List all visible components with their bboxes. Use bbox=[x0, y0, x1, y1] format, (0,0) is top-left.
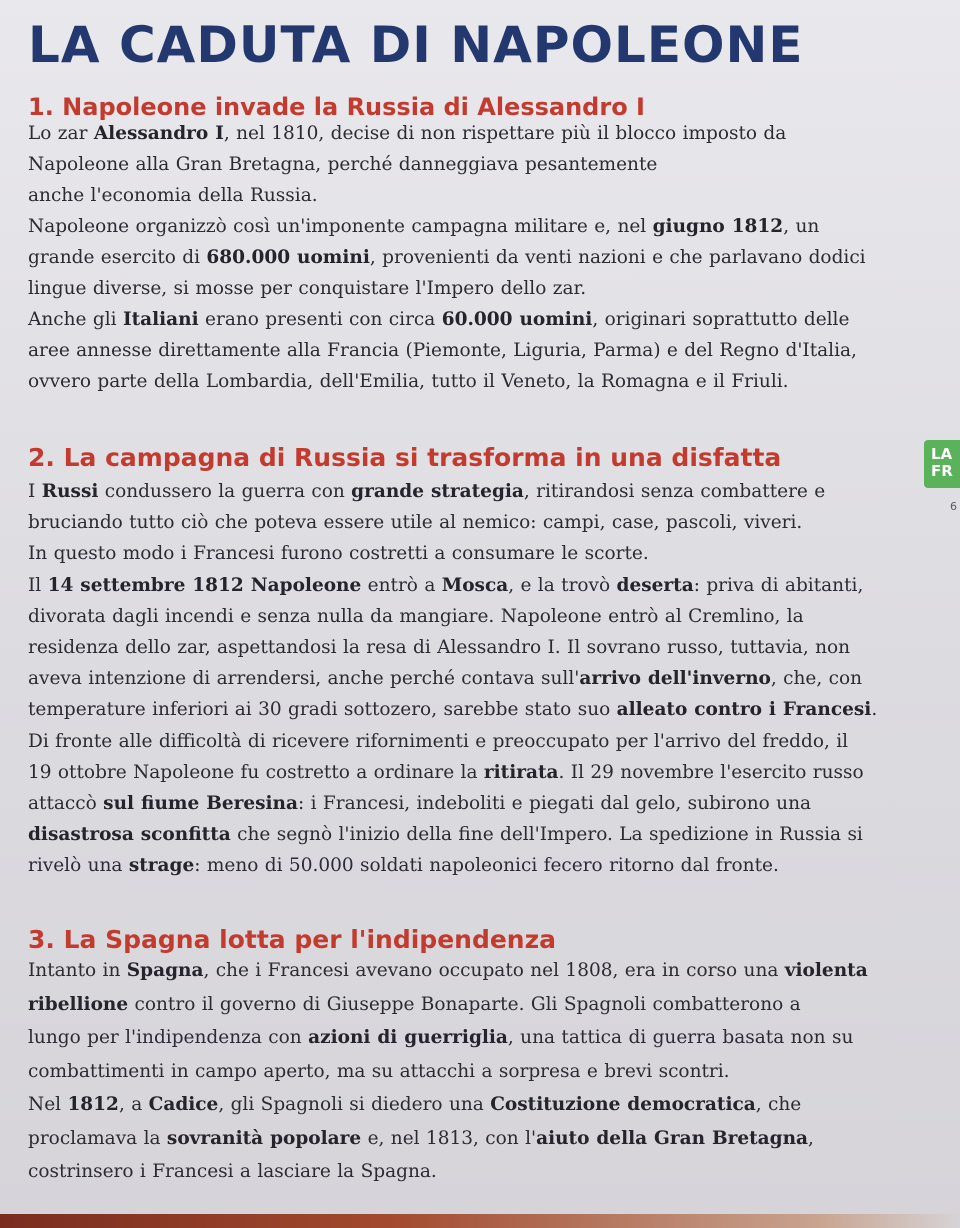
bold-text-run: Alessandro I bbox=[93, 123, 224, 144]
side-tab-line-1: LA bbox=[931, 445, 953, 463]
text-run: aveva intenzione di arrendersi, anche perché contava sull' bbox=[28, 668, 580, 690]
text-line bbox=[28, 1155, 928, 1189]
bold-text-run: Costituzione democratica bbox=[490, 1094, 756, 1115]
text-run: contro il governo di Giuseppe Bonaparte. Gli Spagnoli combatterono a bbox=[128, 993, 801, 1015]
text-run: , a bbox=[118, 1094, 149, 1115]
bold-text-run: strage bbox=[128, 855, 195, 877]
text-line bbox=[28, 663, 928, 694]
section-3-text bbox=[28, 954, 928, 1189]
text-run: Il bbox=[28, 574, 48, 596]
text-line bbox=[28, 1122, 928, 1156]
bold-text-run: Spagna bbox=[126, 960, 204, 981]
text-run: combattimenti in campo aperto, ma su attacchi a sorpresa e brevi scontri. bbox=[28, 1060, 730, 1082]
text-run: : priva di abitanti, bbox=[693, 574, 864, 596]
text-line bbox=[28, 149, 928, 180]
text-run: grande esercito di bbox=[28, 247, 207, 268]
text-line bbox=[28, 1055, 928, 1089]
text-line bbox=[28, 366, 928, 397]
text-run: ovvero parte della Lombardia, dell'Emilia, tutto il Veneto, la Romagna e il Friuli. bbox=[28, 371, 789, 392]
text-run: condussero la guerra con bbox=[98, 481, 352, 502]
text-run: : i Francesi, indeboliti e piegati dal gelo, subirono una bbox=[298, 793, 812, 815]
section-3-heading: 3. La Spagna lotta per l'indipendenza bbox=[28, 925, 557, 954]
section-2-text bbox=[28, 476, 928, 882]
text-run: , provenienti da venti nazioni e che parlavano dodici bbox=[369, 247, 866, 268]
text-run: . bbox=[871, 699, 878, 721]
text-line bbox=[28, 242, 928, 273]
side-tab-line-2: FR bbox=[931, 462, 953, 480]
text-line bbox=[28, 335, 928, 366]
text-line bbox=[28, 988, 928, 1022]
bold-text-run: Russi bbox=[41, 481, 99, 502]
text-line bbox=[28, 476, 928, 507]
text-run: , una tattica di guerra basata non su bbox=[507, 1027, 854, 1048]
page-number: 6 bbox=[950, 500, 957, 513]
text-line bbox=[28, 273, 928, 304]
bold-text-run: Mosca bbox=[441, 574, 509, 596]
text-run: divorata dagli incendi e senza nulla da mangiare. Napoleone entrò al Cremlino, la bbox=[28, 605, 804, 627]
bold-text-run: alleato contro i Francesi bbox=[616, 699, 872, 721]
bold-text-run: ritirata bbox=[483, 761, 559, 783]
text-run: , che bbox=[755, 1094, 802, 1115]
section-1-heading: 1. Napoleone invade la Russia di Alessandro I bbox=[28, 93, 645, 121]
text-run: In questo modo i Francesi furono costretti a consumare le scorte. bbox=[28, 543, 649, 565]
text-line bbox=[28, 726, 928, 757]
bold-text-run: Cadice bbox=[148, 1094, 219, 1115]
bold-text-run: 680.000 uomini bbox=[206, 247, 370, 268]
bold-text-run: ribellione bbox=[28, 993, 129, 1015]
section-1-text bbox=[28, 118, 928, 397]
text-run: anche l'economia della Russia. bbox=[28, 185, 318, 206]
text-run: Nel bbox=[28, 1094, 68, 1115]
text-run: , nel 1810, decise di non rispettare più il blocco imposto da bbox=[223, 123, 787, 144]
text-run: I bbox=[28, 481, 42, 502]
text-line bbox=[28, 180, 928, 211]
bold-text-run: azioni di guerriglia bbox=[308, 1027, 508, 1048]
text-run: aree annesse direttamente alla Francia (Piemonte, Liguria, Parma) e del Regno d'Italia, bbox=[28, 340, 857, 361]
text-line bbox=[28, 757, 928, 788]
bold-text-run: deserta bbox=[616, 574, 694, 596]
text-line bbox=[28, 570, 928, 601]
bold-text-run: sul fiume Beresina bbox=[103, 793, 298, 815]
bold-text-run: disastrosa sconfitta bbox=[28, 824, 231, 846]
text-line bbox=[28, 601, 928, 632]
text-run: Intanto in bbox=[28, 960, 127, 981]
text-run: Anche gli bbox=[28, 309, 123, 330]
bold-text-run: arrivo dell'inverno bbox=[579, 668, 771, 690]
text-line bbox=[28, 304, 928, 335]
text-run: , che, con bbox=[770, 668, 863, 690]
text-line bbox=[28, 538, 928, 569]
text-line bbox=[28, 118, 928, 149]
text-run: . Il 29 novembre l'esercito russo bbox=[558, 761, 864, 783]
bottom-image-strip bbox=[0, 1214, 960, 1228]
text-run: Di fronte alle difficoltà di ricevere rifornimenti e preoccupato per l'arrivo del freddo, il bbox=[28, 730, 849, 752]
bold-text-run: 60.000 uomini bbox=[441, 309, 593, 330]
text-run: proclamava la bbox=[28, 1127, 167, 1149]
text-run: Lo zar bbox=[28, 123, 94, 144]
text-line bbox=[28, 1088, 928, 1122]
text-line bbox=[28, 507, 928, 538]
text-line bbox=[28, 632, 928, 663]
text-line bbox=[28, 211, 928, 242]
text-run: costrinsero i Francesi a lasciare la Spagna. bbox=[28, 1161, 437, 1182]
text-run: erano presenti con circa bbox=[198, 309, 442, 330]
text-run: attaccò bbox=[28, 793, 104, 815]
text-run: rivelò una bbox=[28, 855, 129, 877]
text-run: , e la trovò bbox=[508, 574, 617, 596]
text-run: , gli Spagnoli si diedero una bbox=[218, 1094, 491, 1115]
text-line bbox=[28, 788, 928, 819]
text-run: che segnò l'inizio della fine dell'Impero. La spedizione in Russia si bbox=[230, 824, 863, 846]
bold-text-run: grande strategia bbox=[351, 481, 524, 502]
text-run: residenza dello zar, aspettandosi la resa di Alessandro I. Il sovrano russo, tuttavia, non bbox=[28, 637, 851, 659]
bold-text-run: sovranità popolare bbox=[166, 1127, 362, 1149]
side-chapter-tab bbox=[924, 440, 960, 488]
bold-text-run: 14 settembre 1812 Napoleone bbox=[47, 574, 362, 596]
text-run: , bbox=[808, 1127, 814, 1149]
bold-text-run: violenta bbox=[784, 960, 868, 981]
text-run: , ritirandosi senza combattere e bbox=[523, 481, 826, 502]
text-run: , un bbox=[783, 216, 820, 237]
bold-text-run: giugno 1812 bbox=[652, 216, 784, 237]
bold-text-run: aiuto della Gran Bretagna bbox=[536, 1127, 809, 1149]
text-run: , che i Francesi avevano occupato nel 1808, era in corso una bbox=[203, 960, 785, 981]
section-2-heading: 2. La campagna di Russia si trasforma in una disfatta bbox=[28, 443, 782, 472]
text-run: Napoleone organizzò così un'imponente campagna militare e, nel bbox=[28, 216, 653, 237]
text-line bbox=[28, 1021, 928, 1055]
bold-text-run: Italiani bbox=[122, 309, 199, 330]
bold-text-run: 1812 bbox=[67, 1094, 119, 1115]
text-line bbox=[28, 954, 928, 988]
text-run: : meno di 50.000 soldati napoleonici fecero ritorno dal fronte. bbox=[194, 855, 779, 877]
text-line bbox=[28, 819, 928, 850]
text-run: temperature inferiori ai 30 gradi sottozero, sarebbe stato suo bbox=[28, 699, 617, 721]
text-run: Napoleone alla Gran Bretagna, perché danneggiava pesantemente bbox=[28, 154, 658, 175]
text-run: , originari soprattutto delle bbox=[592, 309, 850, 330]
page-title: LA CADUTA DI NAPOLEONE bbox=[28, 16, 804, 74]
text-run: e, nel 1813, con l' bbox=[361, 1127, 537, 1149]
text-run: lungo per l'indipendenza con bbox=[28, 1027, 309, 1048]
text-run: lingue diverse, si mosse per conquistare l'Impero dello zar. bbox=[28, 278, 587, 299]
text-run: 19 ottobre Napoleone fu costretto a ordinare la bbox=[28, 761, 484, 783]
text-line bbox=[28, 694, 928, 725]
text-line bbox=[28, 850, 928, 881]
text-run: entrò a bbox=[361, 574, 442, 596]
text-run: bruciando tutto ciò che poteva essere utile al nemico: campi, case, pascoli, viveri. bbox=[28, 512, 803, 534]
